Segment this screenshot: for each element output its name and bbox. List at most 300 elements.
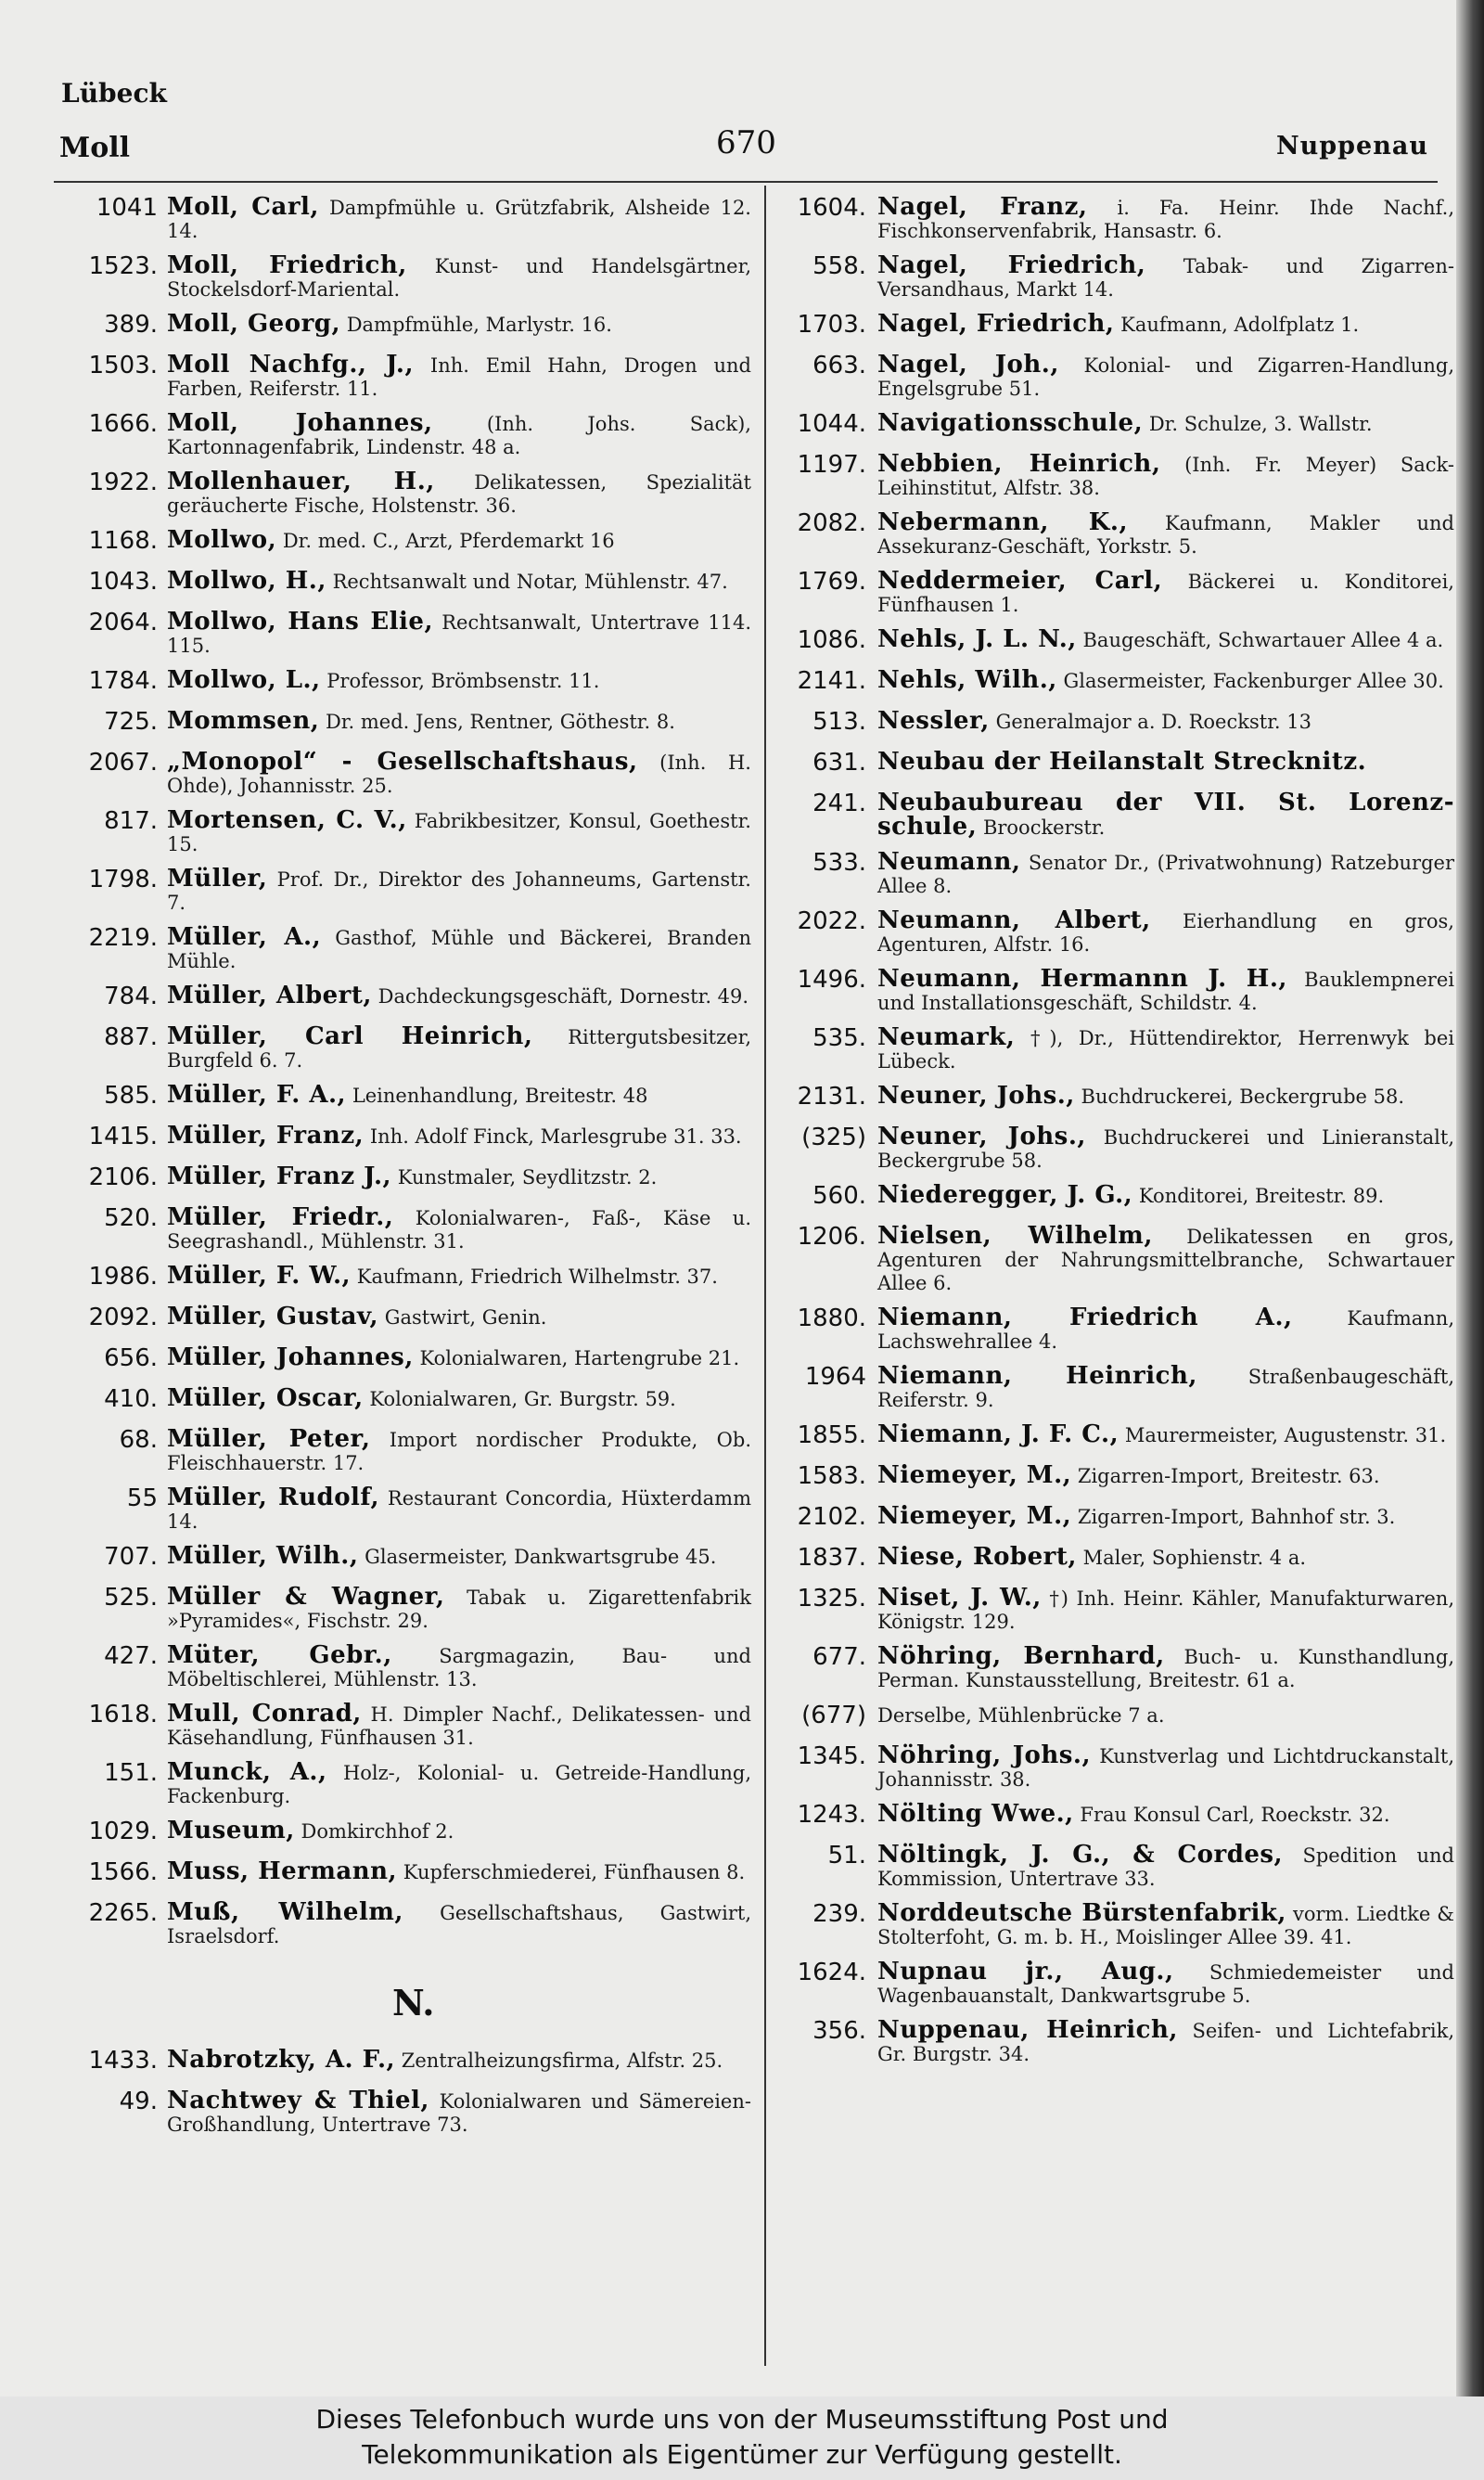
entry-name: Neumark, (877, 1023, 1016, 1051)
entry-text (877, 1955, 1454, 2008)
phone-number: 1703. (797, 311, 866, 339)
directory-entry (768, 1418, 1454, 1453)
phone-number: 49. (119, 2088, 158, 2115)
entry-text (877, 1581, 1454, 1634)
entry-name: Museum, (167, 1817, 295, 1844)
entry-details: Delikatessen en gros, Agenturen der Nahrungsmittelbranche, Schwartauer Allee 6. (877, 1226, 1454, 1294)
entry-text (877, 1698, 1454, 1728)
directory-entry (768, 1458, 1454, 1494)
phone-number: 51. (827, 1842, 866, 1870)
directory-entry (768, 1739, 1454, 1792)
entry-details: Kolonialwaren und Sämereien-Großhandlung, Untertrave 73. (167, 2090, 751, 2136)
phone-number: 2141. (797, 667, 866, 695)
entry-text (167, 663, 751, 693)
entry-name: Mollwo, Hans Elie, (167, 608, 433, 636)
entry-name: Niemann, J. F. C., (877, 1420, 1119, 1448)
directory-entry (768, 1639, 1454, 1692)
phone-number: 784. (104, 983, 158, 1010)
entry-text (877, 1120, 1454, 1173)
entry-text (877, 1219, 1454, 1295)
entry-text (877, 190, 1454, 243)
phone-number: 2082. (797, 509, 866, 537)
entry-text (877, 623, 1454, 652)
entry-name: Nebbien, Heinrich, (877, 450, 1161, 478)
phone-number: 1086. (797, 626, 866, 654)
entry-details: Tabak- und Zigarren-Versandhaus, Markt 14. (877, 255, 1454, 301)
entry-name: Mollenhauer, H., (167, 468, 435, 495)
entry-text (167, 1201, 751, 1253)
entry-name: Mollwo, (167, 526, 277, 554)
phone-number: 1325. (797, 1585, 866, 1613)
entry-details: vorm. Liedtke & Stolterfoht, G. m. b. H., Moislinger Allee 39. 41. (877, 1903, 1454, 1948)
section-letter-block (56, 1954, 751, 2043)
phone-number: 389. (104, 311, 158, 339)
entry-details: Kolonialwaren, Gr. Burgstr. 59. (369, 1388, 676, 1410)
phone-number: 1604. (797, 194, 866, 222)
phone-number: 1855. (797, 1421, 866, 1449)
directory-entry (56, 1697, 751, 1750)
section-letter: N. (392, 1982, 435, 2024)
phone-number: 1784. (88, 667, 158, 695)
entry-details: Domkirchhof 2. (301, 1820, 454, 1843)
directory-entry (56, 1814, 751, 1849)
footer-line-1: Dieses Telefonbuch wurde uns von der Museumsstiftung Post und (315, 2404, 1169, 2435)
directory-entry (768, 348, 1454, 401)
directory-entry (56, 803, 751, 856)
directory-entry (56, 1078, 751, 1113)
entry-text (167, 803, 751, 856)
entry-details: Maurermeister, Augustenstr. 31. (1124, 1424, 1447, 1446)
entry-name: Nöhring, Bernhard, (877, 1642, 1165, 1670)
phone-number: 585. (104, 1082, 158, 1110)
entry-details: Kaufmann, Friedrich Wilhelmstr. 37. (356, 1266, 718, 1288)
entry-details: (Inh. H. Ohde), Johannisstr. 25. (167, 752, 751, 797)
entry-name: Niset, J. W., (877, 1584, 1042, 1612)
entry-details: Kaufmann, Makler und Assekuranz-Geschäft, Yorkstr. 5. (877, 512, 1454, 558)
entry-details: †), Dr., Hüttendirektor, Herrenwyk bei Lübeck. (877, 1027, 1454, 1073)
entry-details: Kunst- und Handelsgärtner, Stockelsdorf-Mariental. (167, 255, 751, 301)
entry-details: Dr. med. C., Arzt, Pferdemarkt 16 (282, 530, 615, 552)
entry-text (877, 1499, 1454, 1529)
entry-text (877, 249, 1454, 302)
directory-entry (56, 1259, 751, 1294)
entry-text (877, 2013, 1454, 2066)
entry-details: Dr. med. Jens, Rentner, Göthestr. 8. (325, 711, 675, 733)
entry-details: Inh. Adolf Finck, Marlesgrube 31. 33. (369, 1125, 742, 1148)
scan-edge (1456, 0, 1484, 2396)
phone-number: 1837. (797, 1544, 866, 1572)
left-entries-n (56, 2043, 751, 2137)
entry-details: Bauklempnerei und Installationsgeschäft, Schildstr. 4. (877, 969, 1454, 1014)
phone-number: 55 (126, 1484, 158, 1512)
directory-entry (768, 1219, 1454, 1295)
entry-details: Buchdruckerei, Beckergrube 58. (1081, 1086, 1405, 1108)
entry-details: Delikatessen, Spezialität geräucherte Fische, Holstenstr. 36. (167, 471, 751, 517)
entry-text (167, 307, 751, 337)
entry-name: Müller, Franz J., (167, 1163, 392, 1190)
entry-details: Baugeschäft, Schwartauer Allee 4 a. (1082, 629, 1444, 651)
entry-details: Kaufmann, Lachswehrallee 4. (877, 1307, 1454, 1353)
entry-text (167, 1638, 751, 1691)
phone-number: 1523. (88, 252, 158, 280)
phone-number: 1496. (797, 966, 866, 994)
entry-details: Kunstmaler, Seydlitzstr. 2. (397, 1166, 658, 1189)
entry-name: Neubaubureau der VII. St. Lorenz-schule, (877, 789, 1454, 841)
entry-name: Müller, Carl Heinrich, (167, 1022, 533, 1050)
entry-text (167, 1580, 751, 1633)
directory-entry (768, 564, 1454, 617)
entry-text (167, 1119, 751, 1149)
entry-details: Gasthof, Mühle und Bäckerei, Branden Mühle. (167, 927, 751, 972)
entry-name: Moll, Georg, (167, 310, 340, 338)
entry-name: Nuppenau, Heinrich, (877, 2016, 1178, 2044)
directory-entry (56, 1855, 751, 1890)
entry-details: Broockerstr. (982, 816, 1106, 839)
entry-text (167, 1300, 751, 1330)
entry-text (877, 1896, 1454, 1949)
entry-text (877, 1639, 1454, 1692)
directory-entry (56, 1201, 751, 1253)
entry-name: Niemann, Friedrich A., (877, 1304, 1293, 1331)
entry-details: Glasermeister, Dankwartsgrube 45. (365, 1546, 717, 1568)
entry-details: Gastwirt, Genin. (384, 1306, 547, 1329)
phone-number: 2106. (88, 1163, 158, 1191)
entry-text (167, 1895, 751, 1948)
phone-number: 558. (812, 252, 866, 280)
entry-name: Niemann, Heinrich, (877, 1362, 1197, 1390)
directory-entry (56, 2084, 751, 2137)
entry-text (167, 348, 751, 401)
entry-name: Moll, Friedrich, (167, 251, 407, 279)
right-entries (768, 190, 1454, 2066)
entry-text (167, 1422, 751, 1475)
entry-name: Müller, Johannes, (167, 1343, 414, 1371)
phone-number: 1666. (88, 410, 158, 438)
entry-details: Kolonialwaren-, Faß-, Käse u. Seegrashandl., Mühlenstr. 31. (167, 1207, 752, 1253)
phone-number: 68. (119, 1426, 158, 1454)
entry-text (167, 704, 751, 734)
directory-entry (768, 1021, 1454, 1073)
directory-entry (768, 2013, 1454, 2066)
directory-entry (768, 1178, 1454, 1214)
phone-number: 1986. (88, 1263, 158, 1291)
directory-entry (768, 745, 1454, 780)
entry-details: Leinenhandlung, Breitestr. 48 (352, 1085, 648, 1107)
directory-entry (768, 663, 1454, 699)
phone-number: 533. (812, 849, 866, 877)
entry-details: Holz-, Kolonial- u. Getreide-Handlung, Fackenburg. (167, 1762, 751, 1807)
directory-entry (56, 1481, 751, 1534)
entry-text (167, 465, 751, 518)
directory-entry (768, 1120, 1454, 1173)
entry-name: Muss, Hermann, (167, 1857, 398, 1885)
entry-text (877, 406, 1454, 436)
directory-entry (56, 605, 751, 658)
phone-number: 2064. (88, 609, 158, 636)
directory-entry (768, 190, 1454, 243)
entry-text (167, 862, 751, 915)
directory-entry (56, 1638, 751, 1691)
phone-number: 1964 (804, 1363, 866, 1391)
entry-details: Tabak u. Zigarettenfabrik »Pyramides«, Fischstr. 29. (167, 1587, 751, 1632)
entry-name: Neumann, (877, 848, 1021, 876)
entry-name: Muß, Wilhelm, (167, 1898, 403, 1926)
directory-entry (56, 465, 751, 518)
directory-entry (768, 704, 1454, 739)
entry-name: Nagel, Friedrich, (877, 251, 1146, 279)
entry-details: Rittergutsbesitzer, Burgfeld 6. 7. (167, 1026, 751, 1072)
entry-text (167, 249, 751, 302)
directory-entry (56, 307, 751, 342)
entry-text (877, 1021, 1454, 1073)
entry-text (877, 348, 1454, 401)
phone-number: (677) (801, 1702, 866, 1729)
phone-number: 1197. (797, 451, 866, 479)
directory-entry (768, 1698, 1454, 1733)
entry-name: Mollwo, H., (167, 567, 326, 595)
entry-name: Moll, Carl, (167, 193, 319, 221)
phone-number: 2131. (797, 1083, 866, 1111)
entry-details: i. Fa. Heinr. Ihde Nachf., Fischkonservenfabrik, Hansastr. 6. (877, 197, 1454, 242)
directory-entry (768, 1301, 1454, 1354)
entry-details: Zigarren-Import, Bahnhof str. 3. (1077, 1506, 1396, 1528)
directory-entry (768, 506, 1454, 559)
entry-name: Mortensen, C. V., (167, 806, 407, 834)
phone-number: 239. (812, 1900, 866, 1928)
phone-number: 631. (812, 749, 866, 777)
left-column (56, 190, 751, 2142)
directory-entry (56, 1160, 751, 1195)
directory-entry (56, 348, 751, 401)
directory-entry (768, 1499, 1454, 1535)
entry-name: Niemeyer, M., (877, 1461, 1072, 1489)
directory-entry (56, 564, 751, 599)
entry-name: Nupnau jr., Aug., (877, 1958, 1174, 1985)
directory-entry (56, 704, 751, 739)
entry-name: Müller, A., (167, 923, 322, 951)
directory-entry (56, 920, 751, 973)
phone-number: 817. (104, 807, 158, 835)
entry-text (877, 786, 1454, 840)
phone-number: 663. (812, 352, 866, 379)
entry-name: Niemeyer, M., (877, 1502, 1072, 1530)
entry-name: Norddeutsche Bürstenfabrik, (877, 1899, 1286, 1927)
entry-details: Spedition und Kommission, Untertrave 33. (877, 1844, 1454, 1890)
phone-number: 1044. (797, 410, 866, 438)
directory-entry (768, 623, 1454, 658)
phone-number: 1922. (88, 469, 158, 496)
column-divider (764, 186, 766, 2366)
entry-details: (Inh. Johs. Sack), Kartonnagenfabrik, Lindenstr. 48 a. (167, 413, 751, 458)
entry-details: Bäckerei u. Konditorei, Fünfhausen 1. (877, 571, 1454, 616)
entry-details: Gesellschaftshaus, Gastwirt, Israelsdorf. (167, 1902, 752, 1947)
entry-name: Nabrotzky, A. F., (167, 2046, 396, 2074)
phone-number: 1041 (96, 194, 158, 222)
entry-text (167, 2084, 751, 2137)
phone-number: 1503. (88, 352, 158, 379)
directory-entry (56, 2043, 751, 2078)
entry-text (877, 1739, 1454, 1792)
phone-number: 656. (104, 1344, 158, 1372)
right-column (768, 190, 1454, 2072)
entry-text (167, 605, 751, 658)
directory-entry (768, 1797, 1454, 1832)
directory-entry (56, 1895, 751, 1948)
entry-details: Inh. Emil Hahn, Drogen und Farben, Reiferstr. 11. (167, 354, 751, 400)
phone-number: 887. (104, 1023, 158, 1051)
phone-number: 1583. (797, 1462, 866, 1490)
phone-number: 1618. (88, 1701, 158, 1728)
entry-name: Neuner, Johs., (877, 1082, 1075, 1110)
entry-text (877, 447, 1454, 500)
entry-name: Moll Nachfg., J., (167, 351, 415, 379)
entry-details: Eierhandlung en gros, Agenturen, Alfstr. 16. (877, 910, 1454, 956)
phone-number: 725. (104, 708, 158, 736)
directory-entry (768, 249, 1454, 302)
directory-entry (768, 786, 1454, 840)
phone-number: 560. (812, 1182, 866, 1210)
entry-name: Munck, A., (167, 1758, 327, 1786)
entry-text (167, 1078, 751, 1108)
phone-number: 1168. (88, 527, 158, 555)
phone-number: 2265. (88, 1899, 158, 1927)
directory-entry (56, 1300, 751, 1335)
page-number: 670 (716, 124, 776, 161)
entry-name: Müter, Gebr., (167, 1641, 392, 1669)
phone-number: 1433. (88, 2047, 158, 2075)
entry-details: Rechtsanwalt, Untertrave 114. 115. (167, 611, 752, 657)
entry-text (877, 704, 1454, 734)
entry-details: Schmiedemeister und Wagenbauanstalt, Dankwartsgrube 5. (877, 1961, 1454, 2007)
entry-name: Nessler, (877, 707, 990, 735)
entry-text (167, 1381, 751, 1411)
entry-text (167, 523, 751, 553)
entry-name: Neumann, Hermannn J. H., (877, 965, 1287, 993)
entry-text (167, 1020, 751, 1073)
entry-name: Nöltingk, J. G., & Cordes, (877, 1841, 1284, 1869)
entry-name: Nebermann, K., (877, 508, 1128, 536)
directory-entry (768, 1359, 1454, 1412)
entry-text (167, 1341, 751, 1370)
entry-details: Buchdruckerei und Linieranstalt, Beckergrube 58. (877, 1126, 1454, 1172)
phone-number: 525. (104, 1584, 158, 1612)
entry-name: Müller, Rudolf, (167, 1484, 380, 1511)
directory-entry (56, 1422, 751, 1475)
phone-number: 1624. (797, 1959, 866, 1986)
directory-entry (768, 845, 1454, 898)
directory-entry (768, 307, 1454, 342)
entry-name: Müller, Oscar, (167, 1384, 364, 1412)
phone-number: 1415. (88, 1123, 158, 1150)
entry-name: Nagel, Joh., (877, 351, 1059, 379)
entry-text (167, 1814, 751, 1844)
phone-number: 535. (812, 1024, 866, 1052)
entry-details: Dampfmühle u. Grützfabrik, Alsheide 12. 14. (167, 197, 751, 242)
entry-name: Nölting Wwe., (877, 1800, 1074, 1828)
entry-name: Mommsen, (167, 707, 320, 735)
entry-text (167, 2043, 751, 2073)
entry-name: Nielsen, Wilhelm, (877, 1222, 1153, 1250)
directory-entry (768, 1838, 1454, 1891)
entry-text (167, 979, 751, 1009)
header-rule (54, 181, 1438, 183)
entry-text (877, 564, 1454, 617)
phone-number: 707. (104, 1543, 158, 1571)
phone-number: 520. (104, 1204, 158, 1232)
entry-text (877, 307, 1454, 337)
directory-entry (56, 1580, 751, 1633)
entry-text (167, 406, 751, 459)
entry-details: Import nordischer Produkte, Ob. Fleischhauerstr. 17. (167, 1429, 751, 1474)
entry-text (877, 745, 1454, 775)
entry-text (167, 745, 751, 798)
entry-text (877, 1301, 1454, 1354)
city-label: Lübeck (61, 78, 167, 109)
directory-entry (768, 1896, 1454, 1949)
entry-text (877, 1418, 1454, 1447)
entry-name: Müller, Albert, (167, 982, 372, 1009)
entry-details: Maler, Sophienstr. 4 a. (1082, 1547, 1307, 1569)
phone-number: 410. (104, 1385, 158, 1413)
entry-text (877, 1458, 1454, 1488)
left-entries (56, 190, 751, 1948)
directory-entry (56, 523, 751, 559)
entry-name: Mull, Conrad, (167, 1700, 362, 1728)
entry-details: Prof. Dr., Direktor des Johanneums, Gartenstr. 7. (167, 868, 751, 914)
entry-details: Rechtsanwalt und Notar, Mühlenstr. 47. (332, 571, 728, 593)
phone-number: 1029. (88, 1818, 158, 1845)
entry-details: Kunstverlag und Lichtdruckanstalt, Johannisstr. 38. (877, 1745, 1454, 1791)
phone-number: 151. (104, 1759, 158, 1787)
entry-name: Nagel, Franz, (877, 193, 1088, 221)
entry-text (877, 845, 1454, 898)
entry-name: Nehls, Wilh., (877, 666, 1057, 694)
entry-name: Müller, Gustav, (167, 1303, 379, 1330)
phone-number: 1243. (797, 1801, 866, 1829)
entry-details: Kupferschmiederei, Fünfhausen 8. (403, 1861, 746, 1883)
entry-text (877, 663, 1454, 693)
entry-text (877, 904, 1454, 957)
phone-number: 356. (812, 2017, 866, 2045)
entry-name: Müller, Friedr., (167, 1203, 394, 1231)
entry-details: Zigarren-Import, Breitestr. 63. (1077, 1465, 1380, 1487)
entry-name: Navigationsschule, (877, 409, 1144, 437)
entry-name: Müller & Wagner, (167, 1583, 445, 1611)
entry-name: Müller, Wilh., (167, 1542, 359, 1570)
entry-text (167, 190, 751, 243)
directory-entry (56, 862, 751, 915)
phone-number: 513. (812, 708, 866, 736)
entry-text (167, 564, 751, 594)
entry-name: Moll, Johannes, (167, 409, 433, 437)
entry-text (877, 506, 1454, 559)
entry-name: Nöhring, Johs., (877, 1741, 1092, 1769)
entry-name: Nagel, Friedrich, (877, 310, 1115, 338)
entry-details: Dr. Schulze, 3. Wallstr. (1148, 413, 1373, 435)
phone-number: 1769. (797, 568, 866, 596)
entry-details: Glasermeister, Fackenburger Allee 30. (1063, 670, 1444, 692)
directory-entry (768, 962, 1454, 1015)
entry-details: Restaurant Concordia, Hüxterdamm 14. (167, 1487, 751, 1533)
entry-name: Niederegger, J. G., (877, 1181, 1133, 1209)
entry-text (877, 1540, 1454, 1570)
entry-name: „Monopol“ - Gesellschaftshaus, (167, 748, 638, 776)
entry-text (877, 1838, 1454, 1891)
directory-entry (56, 1020, 751, 1073)
entry-text (877, 1797, 1454, 1827)
directory-entry (56, 1539, 751, 1574)
header-first-entry: Moll (59, 132, 131, 164)
